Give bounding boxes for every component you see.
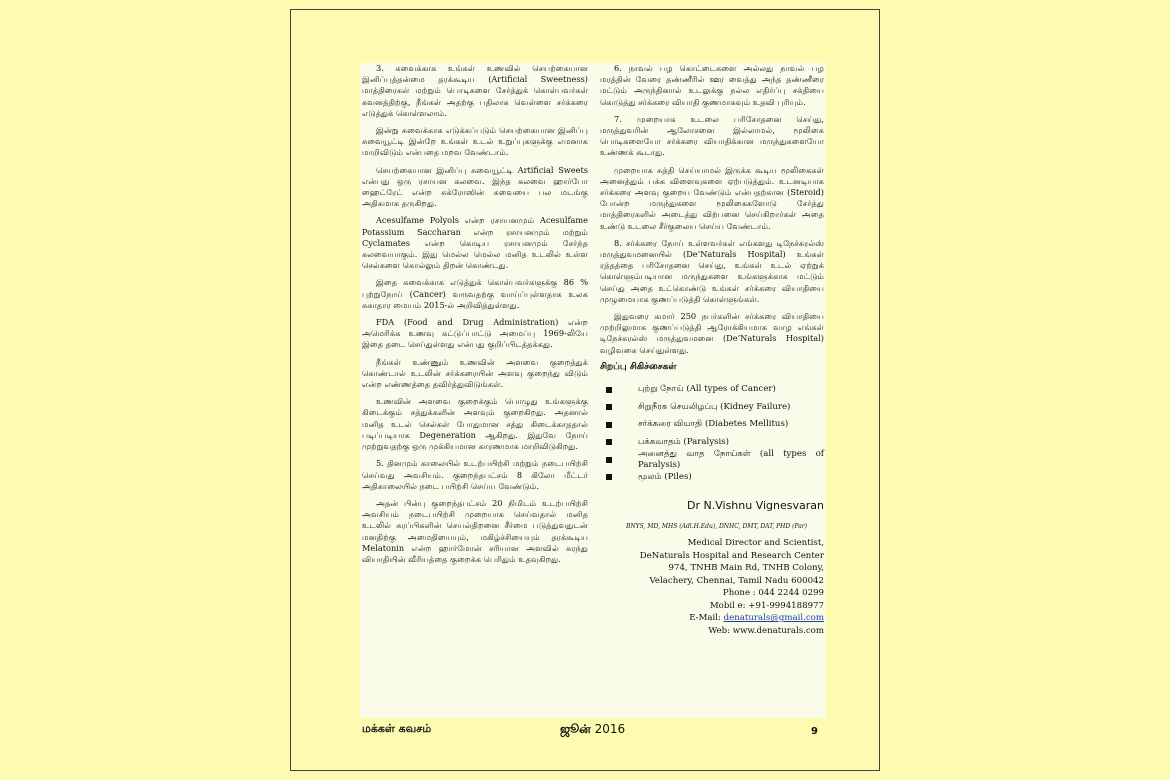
issue-month: ஜூன் <box>560 722 591 736</box>
specialties-list <box>600 381 824 486</box>
author-title: Medical Director and Scientist, <box>687 538 824 549</box>
signature-block <box>600 500 824 637</box>
issue-date <box>560 722 625 738</box>
address-line: 974, TNHB Main Rd, TNHB Colony, <box>668 563 824 574</box>
paragraph: 3. சுவைக்காக உங்கள் உணவில் செயற்கையான இனிப்புத்தன்மை தரக்கூடிய (Artificial Sweetness) மாத்திரைகள் மற்றும் பொடிகளை சேர்த்துக் கொள்பவர்கள் கவனத்திற்கு, நீங்கள் அதற்கு பதிலாக வெள்ளை சர்க்கரை எடுத்துக் கொள்ளலாம். <box>362 63 588 118</box>
paragraph: FDA (Food and Drug Administration) என்ற அமெரிக்க உணவு கட்டுப்பாட்டு அமைப்பு 1969-லியே இதை தடை செய்துள்ளது என்பது குறிப்பிடத்தக்கது. <box>362 317 588 350</box>
paragraph: அதன் பின்பு குறைந்தபட்சம் 20 நிமிடம் உடற்பயிற்சி அவசியம் நடைபயிற்சி முறையாக செய்வதால் மனித உடலில் சுரப்பிகளின் செயல்திறனை சீர்மை படுத்துவதுடன் மனதிற்கு அமைதியையும், மகிழ்ச்சியையும் தரக்கூடிய Melatonin என்ற ஹார்மோன் சரியான அளவில் சுரந்து வியாதியின் வீரியத்தை குறைக்க பெரிதும் உதவுகிறது. <box>362 497 588 564</box>
paragraph: 7. முறையாக உடலை பரிசோதனை செய்து, மருத்துவரின் ஆலோசனை இல்லாமல், மூலிகை பொடிகளையோ சர்க்கரை வியாதிக்கான மருந்துகளையோ உண்ணக் கூடாது. <box>600 113 824 158</box>
issue-year: 2016 <box>594 722 626 736</box>
paragraph: இன்று சுவைக்காக எடுக்கப்படும் செயற்கையான இனிப்பு சுவையூட்டி இன்றே உங்கள் உடல் உறுப்புகளுக்கு எமனாக மாறிவிடும் என்பதை மறவ வேண்டாம். <box>362 125 588 158</box>
paragraph: உணவின் அளவை குறைக்கும் பொழுது உங்களுக்கு கிடைக்கும் சத்துக்களின் அளவும் குறைகிறது. அதனால் மனித உடல் செல்கள் போதுமான சத்து கிடைக்காததால் படிப்படியாக Degeneration ஆகிறது. இதுவே நோய் முற்றுவதற்கு ஒரு முக்கியமான காரணமாக மாறிவிடுகிறது. <box>362 396 588 452</box>
email-label: E-Mail: <box>689 613 724 624</box>
email-line <box>600 612 824 625</box>
hospital-name: DeNaturals Hospital and Research Center <box>639 550 824 561</box>
paragraph: இதுவரை சுமார் 250 நபர்களின் சர்க்கரை வியாதியை முற்றிலுமாக குணப்படுத்தி ஆரோக்கியமாக வாழ எங்கள் டிநேச்சுரல்ஸ் மருத்துவமனை (De’Naturals Hospital) வழிவகை செய்துள்ளது. <box>600 311 824 355</box>
email-link[interactable]: denaturals@gmail.com <box>723 613 824 624</box>
list-item: அனைத்து வாத நோய்கள் (all types of Paralysis) <box>600 451 824 469</box>
magazine-name: மக்கள் கவசம் <box>362 722 432 735</box>
specialties-title: சிறப்பு சிகிச்சைகள் <box>600 361 677 372</box>
list-item: சர்க்கரை வியாதி (Diabetes Mellitus) <box>600 416 824 434</box>
mobile: Mobil e: +91-9994188977 <box>709 600 824 611</box>
address-line: Velachery, Chennai, Tamil Nadu 600042 <box>649 575 824 586</box>
right-column <box>600 63 824 718</box>
page-footer <box>360 722 826 742</box>
square-bullet-icon <box>606 474 612 480</box>
phone: Phone : 044 2244 0299 <box>722 588 824 599</box>
list-item: புற்று நோய் (All types of Cancer) <box>600 381 824 399</box>
website: Web: www.denaturals.com <box>708 625 824 636</box>
paragraph: செயற்கையான இனிப்பு சுவையூட்டி Artificial Sweets என்பது ஒரு ரசாயன கலவை. இந்த கலவை ஹார்போ ஹைட்ரேட் என்ற சுக்ரோஸின் சுவையை பல மடங்கு அதிகமாக தருகிறது. <box>362 164 588 209</box>
square-bullet-icon <box>606 457 612 463</box>
author-name: Dr N.Vishnu Vignesvaran <box>687 499 824 513</box>
square-bullet-icon <box>606 404 612 410</box>
author-credentials: BNYS, MD, MHS (Adl.H.Edu), DNHC, DMT, DAT, PHD (Par) <box>626 522 808 530</box>
page-number: 9 <box>811 726 818 737</box>
list-item: சிறுநீரக செயலிழப்பு (Kidney Failure) <box>600 399 824 417</box>
square-bullet-icon <box>606 439 612 445</box>
paragraph: இதை சுவைக்காக எடுத்துக் கொள்பவர்களுக்கு 86 % புற்றுநோய் (Cancer) வருவதற்கு வாய்ப்புள்ளதாக உலக சுகாதார மையம் 2015-ல் அறிவித்துள்ளது. <box>362 277 588 310</box>
left-column <box>362 63 588 718</box>
magazine-page <box>360 63 826 718</box>
paragraph: 8. சர்க்கரை நோய் உள்ளவர்கள் எங்களது டிநேச்சுரல்ஸ் மருத்துவமனையில் (De’Naturals Hospital) உங்கள் ரத்தத்தை பரிசோதனை செய்து, உங்கள் உடல் ஏற்றுக் கொள்ளும்படியான மருந்துகளை உங்களுக்காக மட்டும் செய்து அதை உட்கொண்டு உங்கள் சர்க்கரை வியாதியை முழுமையாக குணப்படுத்தி கொள்ளுங்கள். <box>600 237 824 304</box>
square-bullet-icon <box>606 387 612 393</box>
paragraph: Acesulfame Polyols என்ற ரசாயனமும் Acesulfame Potassium Saccharan என்ற ரசாயனமும் மற்றும் Cyclamates என்ற கொடிய ரசாயனமும் சேர்ந்த கலவையாகும். இது மெல்ல மெல்ல மனித உடலில் உள்ள செல்களை கொல்லும் திறன் கொண்டது. <box>362 215 588 271</box>
paragraph: 6. நாவல் பழ கொட்டைகளை அல்லது நாவல் பழ மரத்தின் வேரை தண்ணீரில் ஊர வைத்து அந்த தண்ணீரை மட்டும் அருந்தினால் உடலுக்கு நல்ல எதிர்ப்பு சக்தியை கொடுத்து சர்க்கரை வியாதி குணமாகவும் உதவி புரியும். <box>600 63 824 107</box>
paragraph: நீங்கள் உண்ணும் உணவின் அளவை குறைத்துக் கொண்டால் உடலின் சர்க்கரையின் அளவு குறைந்து விடும் என்ற எண்ணத்தை தவிர்த்துவிடுங்கள். <box>362 356 588 390</box>
list-item: பக்கவாதம் (Paralysis) <box>600 434 824 452</box>
list-item: மூலம் (Piles) <box>600 469 824 487</box>
paragraph: முறையாக சுத்தி செய்யாமல் இருக்க கூடிய மூலிகைகள் அனைத்தும் பக்க விளைவுகளை ஏற்படுத்தும். உடனடியாக சர்க்கரை அளவு குறைய வேண்டும் என்பதற்கான (Steroid) போன்ற மருந்துகளை மூலிகைகளோடு சேர்த்து மாத்திரைகளில் அடைத்து விற்பனை செய்கிறார்கள் அதை உண்டு உடலை சீர்குலைய செய்ய வேண்டாம். <box>600 164 824 231</box>
square-bullet-icon <box>606 422 612 428</box>
paragraph: 5. தினமும் காலையில் உடற்பயிற்சி மற்றும் நடைபயிற்சி செய்வது அவசியம். குறைந்தபட்சம் 8 கிலோ மீட்டர் அதிகாலையில் நடை பயிற்சி செய்ய வேண்டும். <box>362 458 588 491</box>
